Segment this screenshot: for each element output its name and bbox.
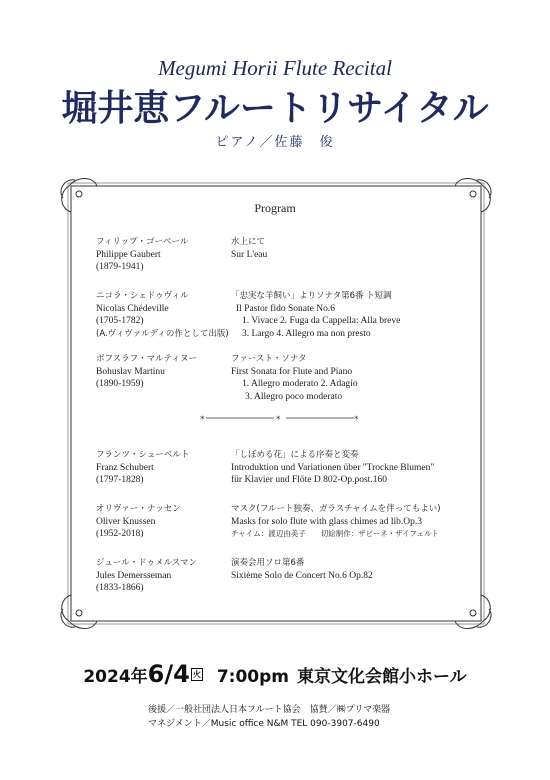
work-title-jp: 「しぼめる花」による序奏と変奏 [231,450,359,460]
svg-text:*: * [354,415,359,425]
work-title-en: Il Pastor fido Sonate No.6 [236,303,335,314]
work-schubert [231,449,434,487]
svg-text:*: * [200,415,205,425]
composer-years: (1879-1941) [96,262,144,272]
work-title-en: Sixième Solo de Concert No.6 Op.82 [231,570,373,581]
work-movements: 3. Allegro poco moderato [245,391,343,402]
work-movements: 1. Allegro moderato 2. Adagio [242,379,358,389]
composer-schubert [96,449,189,487]
work-title-jp: 演奏会用ソロ第6番 [231,558,305,568]
composer-name-jp: フィリップ・ゴーベール [96,237,189,247]
composer-years: (1705-1782) [96,316,144,326]
work-martinu [231,353,358,403]
composer-years: (1833-1866) [96,583,144,593]
work-gaubert [231,236,267,261]
composer-note: (A.ヴィヴァルディの作として出版) [96,328,229,339]
composer-name-jp: フランツ・シューベルト [96,450,190,460]
composer-martinu [96,353,197,391]
composer-chedeville [96,290,229,340]
composer-name-jp: オリヴァー・ナッセン [96,504,181,514]
event-datetime-venue [0,660,550,688]
composer-name-en: Oliver Knussen [96,516,156,527]
work-title-en: Introduktion und Variationen über "Trockne Blumen" [231,462,435,473]
work-title-en: Masks for solo flute with glass chimes ad lib.Op.3 [231,516,423,527]
work-title-en-line2: für Klavier und Flöte D 802-Op.post.160 [231,475,387,485]
event-month-day: 6/4 [147,660,190,688]
composer-name-en: Jules Demersseman [96,570,172,581]
composer-name-en: Bohuslav Martinu [96,366,165,377]
work-knussen [231,503,441,541]
support-credits: 後援／一般社団法人日本フルート協会 協賛／㈱プリマ楽器 [148,705,391,715]
composer-years: (1797-1828) [96,475,144,485]
work-title-en: Sur L'eau [231,249,268,260]
event-venue: 東京文化会館小ホール [297,667,467,687]
composer-name-en: Philippe Gaubert [96,249,161,260]
composer-name-en: Franz Schubert [96,462,154,473]
work-chedeville [231,290,400,340]
work-demersseman [231,557,373,582]
work-title-en: First Sonata for Flute and Piano [231,366,353,377]
management-contact: マネジメント／Music office N&M TEL 090-3907-6490 [148,719,380,729]
work-title-jp: マスク(フルート独奏、ガラスチャイムを伴ってもよい) [231,504,441,514]
composer-name-jp: ニコラ・シェドゥヴィル [96,291,189,301]
composer-years: (1952-2018) [96,529,144,539]
work-title-jp: ファースト・ソナタ [231,354,307,364]
program-heading: Program [254,201,296,215]
event-time: 7:00pm [216,667,289,687]
composer-name-en: Nicolas Chédeville [96,303,169,314]
composer-gaubert [96,236,188,274]
composer-knussen [96,503,181,541]
event-weekday: 火 [192,670,201,679]
event-year: 2024年 [83,667,148,687]
composer-name-jp: ボフスラフ・マルティヌー [96,354,197,364]
recital-title: 堀井恵フルートリサイタル [61,88,489,129]
pianist-credit: ピアノ／佐藤 俊 [215,135,335,150]
work-title-jp: 「忠実な羊飼い」よりソナタ第6番 ト短調 [231,291,392,301]
work-title-jp: 水上にて [231,237,266,247]
composer-name-jp: ジュール・ドゥメルスマン [96,558,198,568]
svg-text:*: * [276,415,281,425]
recital-subtitle: Megumi Horii Flute Recital [158,56,392,80]
work-movements: 1. Vivace 2. Fuga da Cappella: Alla breve [242,316,401,326]
work-movements: 3. Largo 4. Allegro ma non presto [242,328,371,339]
composer-years: (1890-1959) [96,379,144,389]
composer-demersseman [96,557,197,595]
section-divider [200,411,360,425]
performer-credit: チャイム：渡辺由美子 切絵制作：ザビーネ・ザイフェルト [231,529,439,538]
